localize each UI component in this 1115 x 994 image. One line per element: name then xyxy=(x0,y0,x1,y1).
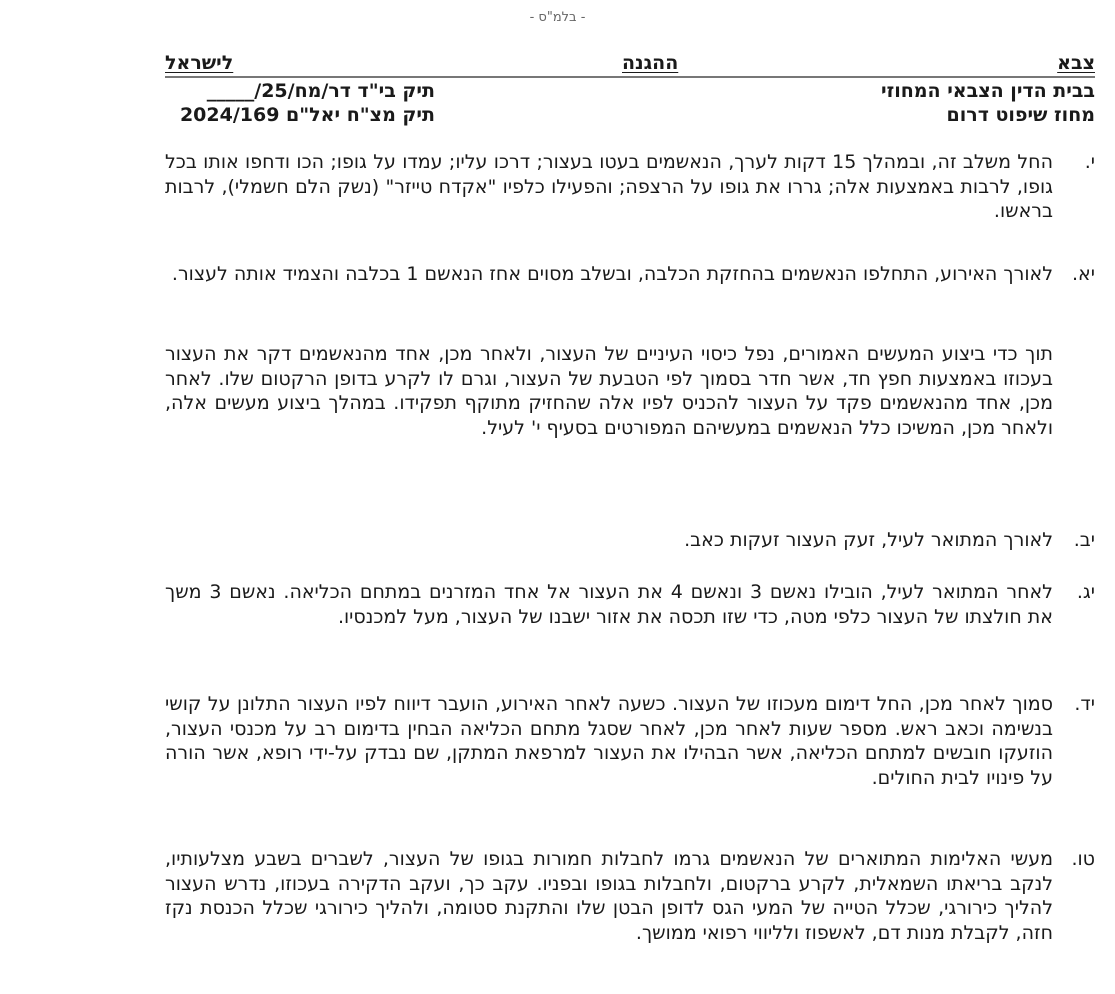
header-israel: לישראל xyxy=(165,52,234,74)
paragraph-text: לאורך האירוע, התחלפו הנאשמים בהחזקת הכלבה, ובשלב מסוים אחז הנאשם 1 בכלבה והצמיד אותה לעצור. xyxy=(171,263,1053,285)
document-header xyxy=(0,0,1115,130)
paragraph-number: טו. xyxy=(1071,848,1095,870)
paragraph-number: יב. xyxy=(1073,529,1095,551)
paragraph-11 xyxy=(165,262,1095,312)
paragraph-number: יא. xyxy=(1072,263,1095,285)
document-body xyxy=(165,150,1095,970)
paragraph-text: סמוך לאחר מכן, החל דימום מעכוזו של העצור. כשעה לאחר האירוע, הועבר דיווח לפיו העצור התלונן על קושי בנשימה וכאב ראש. מספר שעות לאחר מכן, לאחר שסגל מתחם הכליאה הבחין בדימום רב על מכנסי העצור, הוזעקו חובשים למתחם הכליאה, אשר הבהילו את העצור למרפאת המתקן, שם נבדק על-ידי רופא, אשר הורה על פינויו לבית החולים. xyxy=(165,693,1053,789)
paragraph-text: לאורך המתואר לעיל, זעק העצור זעקות כאב. xyxy=(684,529,1053,551)
paragraph-text: לאחר המתואר לעיל, הובילו נאשם 3 ונאשם 4 את העצור אל אחד המזרנים במתחם הכליאה. נאשם 3 משך את חולצתו של העצור כלפי מטה, כדי שזו תכסה את אזור ישבנו של העצור, מעל למכנסיו. xyxy=(165,581,1053,628)
paragraph-text: מעשי האלימות המתוארים של הנאשמים גרמו לחבלות חמורות בגופו של העצור, לשברים בשבע מצלעותיו, לנקב בריאתו השמאלית, לקרע ברקטום, ולחבלות בגופו ובפניו. עקב כך, ועקב הדקירה בעכוזו, נדרש העצור להליך כירורגי, שכלל הטייה של המעי הגס לדופן הבטן שלו והתקנת סטומה, ולהליך כירורגי שכלל הכנסת נקז חזה, לקבלת מנות דם, לאשפוז ולליווי רפואי ממושך. xyxy=(165,848,1053,944)
paragraph-13 xyxy=(165,580,1095,654)
case-number-police: תיק מצ"ח יאל"ם 2024/169 xyxy=(179,104,435,126)
header-army: צבא xyxy=(1057,52,1095,74)
paragraph-number: י. xyxy=(1084,151,1095,173)
paragraph-11-continuation: תוך כדי ביצוע המעשים האמורים, נפל כיסוי העיניים של העצור, ולאחר מכן, אחד מהנאשמים דקר את העצור בעכוזו באמצעות חפץ חד, אשר חדר בסמוך לפי הטבעת של העצור, וגרם לו לקרע בדופן הרקטום שלו. לאחר מכן, אחד מהנאשמים פקד על העצור להכניס לפיו אלה שהחזיק מתוקף תפקידו. במהלך ביצוע מעשים אלה, ולאחר מכן, המשיכו כלל הנאשמים במעשיהם המפורטים בסעיף י' לעיל. xyxy=(165,343,1053,439)
header-divider xyxy=(165,76,1095,78)
header-defense: ההגנה xyxy=(622,52,679,74)
paragraph-text: החל משלב זה, ובמהלך 15 דקות לערך, הנאשמים בעטו בעצור; דרכו עליו; עמדו על גופו; הכו ודחפו אותו בכל גופו, לרבות באמצעות אלה; גררו את גופו על הרצפה; והפעילו כלפיו "אקדח טייזר" (נשק הלם חשמלי), לרבות בראשו. xyxy=(165,151,1053,222)
paragraph-number: יג. xyxy=(1076,581,1095,603)
paragraph-number: יד. xyxy=(1074,693,1095,715)
paragraph-10 xyxy=(165,150,1095,224)
district-name: מחוז שיפוט דרום xyxy=(946,104,1095,126)
paragraph-15 xyxy=(165,847,1095,970)
paragraph-12 xyxy=(165,528,1095,552)
court-name: בבית הדין הצבאי המחוזי xyxy=(881,80,1095,102)
paragraph-14 xyxy=(165,692,1095,815)
case-number-military: תיק בי"ד דר/מח/25/_____ xyxy=(206,80,435,102)
classification-label: - בלמ"ס - xyxy=(529,10,586,25)
